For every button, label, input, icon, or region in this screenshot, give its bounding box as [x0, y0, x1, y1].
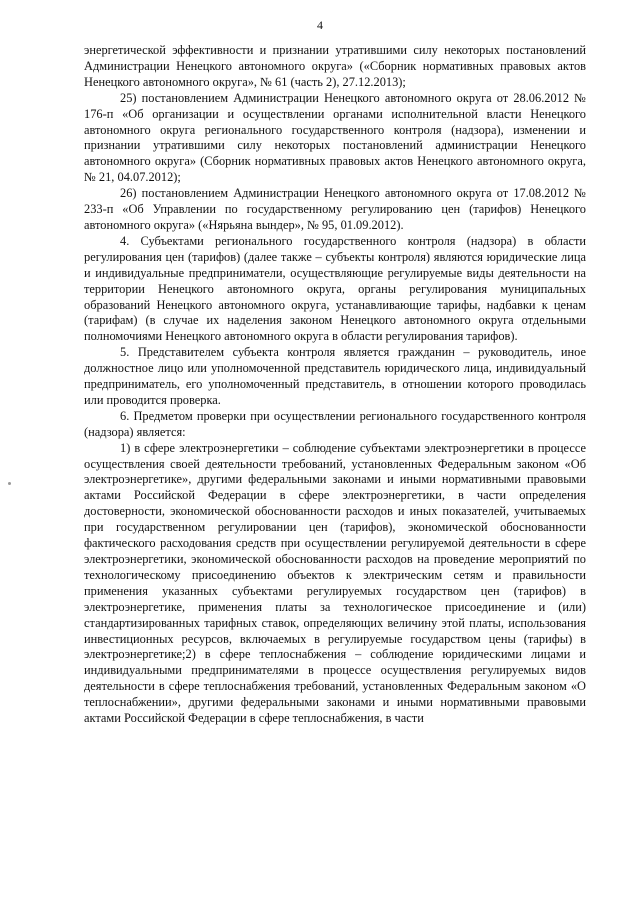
paragraph-section-5: 5. Представителем субъекта контроля является гражданин – руководитель, иное должностное лицо или уполномоченной представитель юридического лица, индивидуальный предприниматель, его уполномоченный представитель, в отношении которого проводилась или проводится проверка. — [84, 345, 586, 407]
page-number: 4 — [317, 18, 323, 32]
paragraph-continuation: энергетической эффективности и признании утратившими силу некоторых постановлений Администрации Ненецкого автономного округа» («Сборник нормативных правовых актов Ненецкого автономного округа», № 61 (часть 2), 27.12.2013); — [84, 43, 586, 89]
paragraph-subitem-1: 1) в сфере электроэнергетики – соблюдение субъектами электроэнергетики в процессе осуществления своей деятельности требований, установленных Федеральным законом «Об электроэнергетике», другими федеральными законами и иными нормативными правовыми актами Российской Федерации в сфере электроэнергетики, в части определения достоверности, экономической обоснованности расходов и иных показателей, учитываемых при государственном регулировании цен (тарифов), экономической обоснованности фактического расходования средств при осуществлении регулируемой деятельности в сфере электроэнергетики, экономической обоснованности расходов на проведение мероприятий по технологическому присоединению объектов к электрическим сетям и правильности применения указанных субъектами регулируемых государством цен (тарифов) в электроэнергетике, применения платы за технологическое присоединение и (или) стандартизированных тарифных ставок, определяющих величину этой платы, использования инвестиционных ресурсов, включаемых в регулируемые государством цены (тарифы) в электроэнергетике;2) в сфере теплоснабжения – соблюдение юридическими лицами и индивидуальными предпринимателями в процессе осуществления регулируемых видов деятельности в сфере теплоснабжения требований, установленных Федеральным законом «О теплоснабжении», другими федеральными законами и иными нормативными правовыми актами Российской Федерации в сфере теплоснабжения, в части — [84, 440, 586, 726]
paragraph-item-26: 26) постановлением Администрации Ненецкого автономного округа от 17.08.2012 № 233-п «Об Управлении по государственному регулированию цен (тарифов) Ненецкого автономного округа» («Нярьяна вындер», № 95, 01.09.2012). — [84, 186, 586, 232]
margin-mark — [8, 482, 11, 485]
paragraph-item-25: 25) постановлением Администрации Ненецкого автономного округа от 28.06.2012 № 176-п «Об организации и осуществлении органами исполнительной власти Ненецкого автономного округа регионального государственного контроля (надзора), изменении и признании утратившими силу некоторых постановлений администрации Ненецкого автономного округа» (Сборник нормативных правовых актов Ненецкого автономного округа, № 21, 04.07.2012); — [84, 90, 586, 185]
document-body — [84, 43, 586, 727]
paragraph-section-6: 6. Предметом проверки при осуществлении регионального государственного контроля (надзора) является: — [84, 408, 586, 439]
paragraph-section-4: 4. Субъектами регионального государственного контроля (надзора) в области регулирования цен (тарифов) (далее также – субъекты контроля) являются юридические лица и индивидуальные предприниматели, осуществляющие регулируемые виды деятельности на территории Ненецкого автономного округа, органы регулирования муниципальных образований Ненецкого автономного округа, устанавливающие тарифы, надбавки к ценам (тарифам) (в случае их наделения законом Ненецкого автономного округа отдельными полномочиями Ненецкого автономного округа в области регулирования тарифов). — [84, 233, 586, 344]
